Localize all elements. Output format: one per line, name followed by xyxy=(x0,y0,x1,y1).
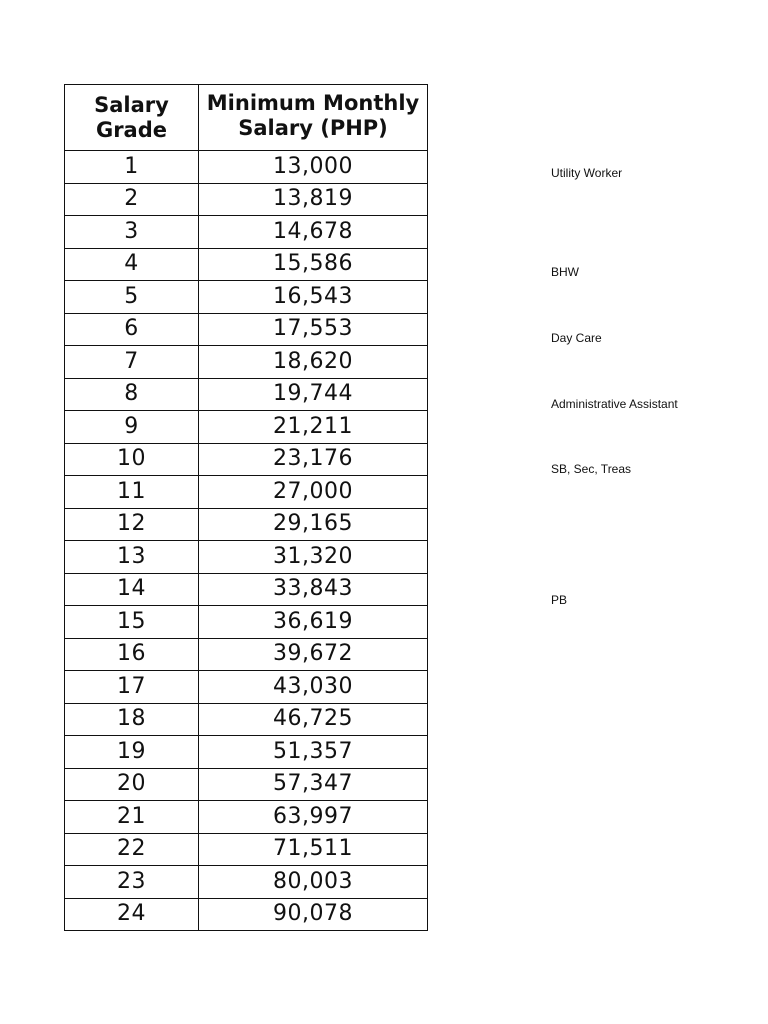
table-row xyxy=(65,216,428,249)
salary-grade-cell: 9 xyxy=(65,411,199,444)
table-row xyxy=(65,508,428,541)
table-row xyxy=(65,638,428,671)
minimum-salary-cell: 13,000 xyxy=(199,151,428,184)
salary-grade-cell: 1 xyxy=(65,151,199,184)
table-row xyxy=(65,671,428,704)
minimum-salary-cell: 33,843 xyxy=(199,573,428,606)
table-body xyxy=(65,151,428,931)
salary-grade-cell: 2 xyxy=(65,183,199,216)
table-row xyxy=(65,573,428,606)
minimum-salary-cell: 27,000 xyxy=(199,476,428,509)
salary-grade-table xyxy=(64,84,428,931)
note-day-care: Day Care xyxy=(551,331,602,345)
minimum-salary-cell: 71,511 xyxy=(199,833,428,866)
salary-grade-cell: 24 xyxy=(65,898,199,931)
table-row xyxy=(65,313,428,346)
salary-grade-cell: 13 xyxy=(65,541,199,574)
minimum-salary-cell: 43,030 xyxy=(199,671,428,704)
salary-grade-header: Salary Grade xyxy=(65,85,199,151)
minimum-salary-cell: 63,997 xyxy=(199,801,428,834)
salary-grade-cell: 16 xyxy=(65,638,199,671)
table-row xyxy=(65,411,428,444)
table-row xyxy=(65,866,428,899)
salary-grade-cell: 8 xyxy=(65,378,199,411)
table-row xyxy=(65,476,428,509)
minimum-salary-cell: 39,672 xyxy=(199,638,428,671)
minimum-salary-cell: 18,620 xyxy=(199,346,428,379)
table-header-row xyxy=(65,85,428,151)
minimum-salary-cell: 21,211 xyxy=(199,411,428,444)
minimum-salary-cell: 14,678 xyxy=(199,216,428,249)
table-row xyxy=(65,541,428,574)
table-row xyxy=(65,833,428,866)
note-administrative-assistant: Administrative Assistant xyxy=(551,397,678,411)
minimum-salary-cell: 29,165 xyxy=(199,508,428,541)
salary-grade-cell: 17 xyxy=(65,671,199,704)
minimum-salary-cell: 80,003 xyxy=(199,866,428,899)
salary-grade-cell: 10 xyxy=(65,443,199,476)
salary-grade-cell: 19 xyxy=(65,736,199,769)
table-row xyxy=(65,801,428,834)
minimum-salary-cell: 90,078 xyxy=(199,898,428,931)
minimum-salary-cell: 57,347 xyxy=(199,768,428,801)
table-row xyxy=(65,378,428,411)
minimum-salary-cell: 36,619 xyxy=(199,606,428,639)
minimum-salary-cell: 17,553 xyxy=(199,313,428,346)
salary-grade-cell: 23 xyxy=(65,866,199,899)
note-bhw: BHW xyxy=(551,265,579,279)
minimum-salary-cell: 19,744 xyxy=(199,378,428,411)
table-row xyxy=(65,898,428,931)
salary-grade-cell: 18 xyxy=(65,703,199,736)
minimum-salary-cell: 23,176 xyxy=(199,443,428,476)
salary-grade-cell: 4 xyxy=(65,248,199,281)
table-row xyxy=(65,281,428,314)
table-row xyxy=(65,248,428,281)
salary-grade-cell: 14 xyxy=(65,573,199,606)
table-row xyxy=(65,768,428,801)
minimum-salary-cell: 16,543 xyxy=(199,281,428,314)
salary-grade-cell: 20 xyxy=(65,768,199,801)
minimum-salary-cell: 51,357 xyxy=(199,736,428,769)
minimum-salary-cell: 13,819 xyxy=(199,183,428,216)
note-sb-sec-treas: SB, Sec, Treas xyxy=(551,462,632,476)
table-row xyxy=(65,183,428,216)
minimum-salary-cell: 15,586 xyxy=(199,248,428,281)
salary-grade-cell: 6 xyxy=(65,313,199,346)
table-row xyxy=(65,703,428,736)
salary-grade-cell: 3 xyxy=(65,216,199,249)
note-pb: PB xyxy=(551,593,568,607)
table-row xyxy=(65,346,428,379)
table-row xyxy=(65,151,428,184)
note-utility-worker: Utility Worker xyxy=(551,166,623,180)
minimum-salary-cell: 46,725 xyxy=(199,703,428,736)
salary-grade-cell: 22 xyxy=(65,833,199,866)
minimum-monthly-salary-header: Minimum Monthly Salary (PHP) xyxy=(199,85,428,151)
salary-grade-cell: 7 xyxy=(65,346,199,379)
salary-grade-cell: 15 xyxy=(65,606,199,639)
minimum-salary-cell: 31,320 xyxy=(199,541,428,574)
table-row xyxy=(65,606,428,639)
table-row xyxy=(65,736,428,769)
salary-grade-cell: 12 xyxy=(65,508,199,541)
salary-grade-cell: 21 xyxy=(65,801,199,834)
salary-grade-cell: 5 xyxy=(65,281,199,314)
table-row xyxy=(65,443,428,476)
salary-grade-cell: 11 xyxy=(65,476,199,509)
